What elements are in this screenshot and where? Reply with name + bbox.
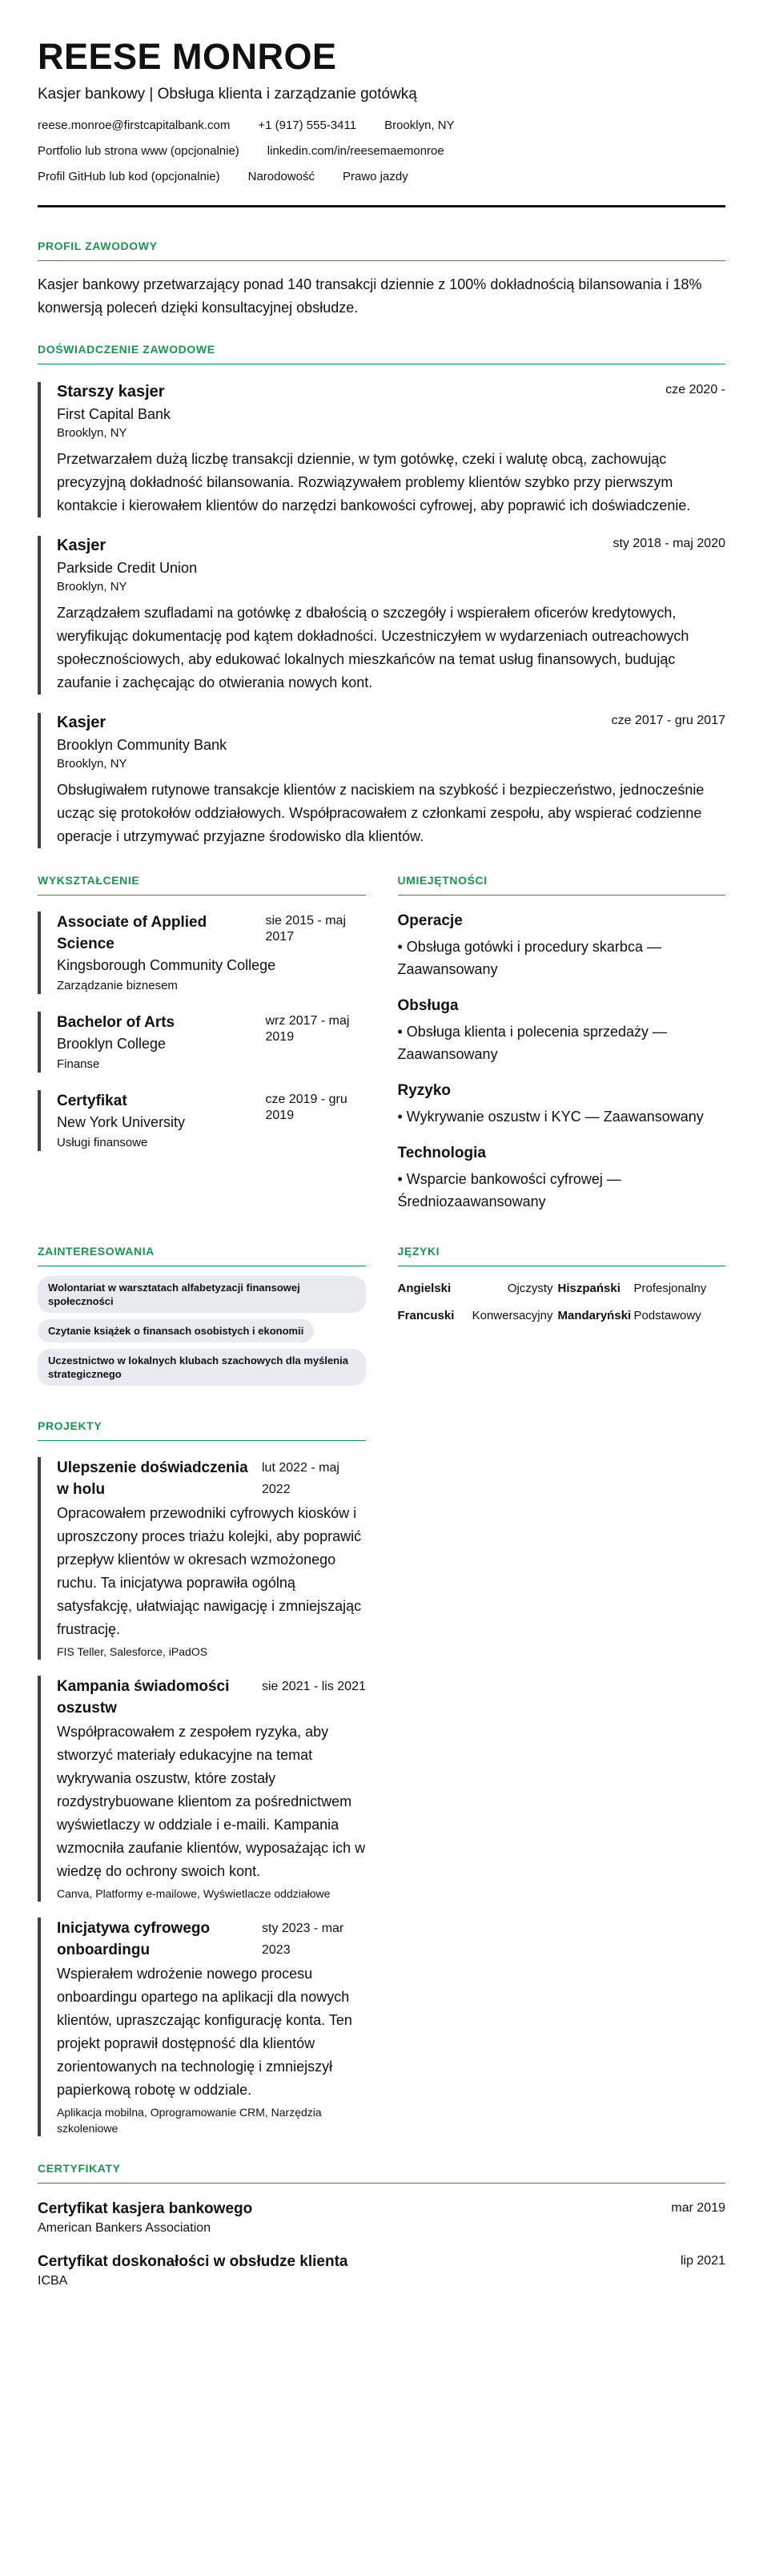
certification-item: [38, 2200, 725, 2236]
job-location: Brooklyn, NY: [57, 757, 127, 771]
project-dates: lut 2022 - maj 2022: [262, 1461, 339, 1496]
certification-date: mar 2019: [671, 2201, 725, 2215]
project-description: Wspierałem wdrożenie nowego procesu onboardingu opartego na aplikacji dla nowych klientów, upraszczając konfigurację konta. Ten projekt poprawił dostępność dla klientów zorientowanych na technologię i zmniejszył papierkową robotę w oddziale.: [57, 1966, 352, 2098]
section-title-profile: PROFIL ZAWODOWY: [38, 239, 158, 252]
contact-row-2: [38, 144, 725, 159]
contact-email[interactable]: reese.monroe@firstcapitalbank.com: [38, 119, 231, 132]
certification-name: Certyfikat kasjera bankowego: [38, 2200, 253, 2217]
project-item: [38, 1918, 366, 2136]
contact-license: Prawo jazdy: [343, 170, 408, 183]
contact-row-3: [38, 170, 725, 184]
experience-item: [38, 536, 725, 694]
language-row: [398, 1308, 726, 1324]
project-title: Ulepszenie doświadczenia w holu: [57, 1459, 248, 1498]
project-item: [38, 1457, 366, 1660]
project-description: Opracowałem przewodniki cyfrowych kiosków i uproszczony proces triażu kolejki, aby poprawić przepływ klientów w okresach wzmożonego ruchu. Ta inicjatywa poprawiła ogólną satysfakcję, ułatwiając nawigację i zmniejszając frustrację.: [57, 1505, 362, 1637]
languages-section: [398, 1245, 726, 1386]
skill-category: Technologia: [397, 1145, 486, 1161]
language-level: Profesjonalny: [633, 1282, 707, 1295]
certification-issuer: American Bankers Association: [38, 2221, 211, 2235]
skill-group: [398, 912, 726, 980]
education-field: Zarządzanie biznesem: [57, 979, 178, 992]
project-dates: sie 2021 - lis 2021: [262, 1680, 366, 1693]
education-field: Finanse: [57, 1057, 100, 1071]
education-item: [38, 1090, 366, 1151]
section-title-certifications: CERTYFIKATY: [38, 2162, 121, 2175]
language-name: Hiszpański: [557, 1282, 620, 1295]
contact-phone[interactable]: +1 (917) 555-3411: [258, 119, 357, 132]
resume-header: [38, 36, 725, 207]
section-divider: [398, 895, 726, 896]
education-dates: cze 2019 - gru 2019: [265, 1093, 347, 1122]
job-location: Brooklyn, NY: [57, 426, 127, 440]
language-level: Konwersacyjny: [472, 1309, 553, 1322]
language-level: Ojczysty: [507, 1282, 553, 1295]
skill-category: Ryzyko: [397, 1082, 452, 1099]
candidate-name: REESE MONROE: [38, 36, 337, 77]
skill-group: [398, 996, 726, 1065]
language-name: Angielski: [397, 1282, 452, 1295]
education-degree: Bachelor of Arts: [57, 1014, 175, 1031]
job-title: Kasjer: [57, 714, 106, 731]
projects-section: [38, 1419, 366, 2136]
project-title: Kampania świadomości oszustw: [57, 1678, 230, 1717]
section-title-interests: ZAINTERESOWANIA: [38, 1245, 155, 1258]
skill-item: • Obsługa klienta i polecenia sprzedaży — Zaawansowany: [397, 1024, 667, 1062]
profile-section: [38, 239, 725, 320]
contact-row-1: [38, 119, 725, 133]
contact-portfolio[interactable]: Portfolio lub strona www (opcjonalnie): [38, 144, 239, 158]
language-name: Mandaryński: [557, 1309, 632, 1322]
job-dates: sty 2018 - maj 2020: [612, 537, 725, 550]
interests-list: [38, 1276, 366, 1386]
section-divider: [38, 260, 725, 261]
contact-github[interactable]: Profil GitHub lub kod (opcjonalnie): [38, 170, 220, 183]
section-title-projects: PROJEKTY: [38, 1419, 102, 1432]
certification-name: Certyfikat doskonałości w obsłudze klienta: [38, 2253, 348, 2270]
education-dates: wrz 2017 - maj 2019: [265, 1014, 350, 1044]
section-title-languages: JĘZYKI: [397, 1245, 440, 1258]
section-title-education: WYKSZTAŁCENIE: [38, 874, 140, 887]
skill-group: [398, 1081, 726, 1128]
interest-tag: Wolontariat w warsztatach alfabetyzacji finansowej społeczności: [38, 1276, 366, 1313]
education-school: Brooklyn College: [57, 1036, 167, 1052]
job-company: First Capital Bank: [57, 406, 171, 422]
job-dates: cze 2020 -: [665, 383, 725, 396]
experience-item: [38, 713, 725, 848]
education-field: Usługi finansowe: [57, 1136, 148, 1149]
certification-date: lip 2021: [680, 2254, 725, 2268]
section-divider: [38, 1440, 366, 1441]
project-description: Współpracowałem z zespołem ryzyka, aby stworzyć materiały edukacyjne na temat wykrywania oszustw, które zostały rozdystrybuowane klientom za pośrednictwem wyświetlaczy w oddziale i e-maili. Kampania wzmocniła zaufanie klientów, wyposażając ich w wiedzę do ochrony swoich kont.: [57, 1724, 366, 1879]
skill-item: • Obsługa gotówki i procedury skarbca — Zaawansowany: [397, 939, 661, 977]
certification-issuer: ICBA: [38, 2274, 68, 2288]
skill-category: Operacje: [397, 912, 463, 929]
certification-item: [38, 2252, 725, 2289]
section-title-experience: DOŚWIADCZENIE ZAWODOWE: [38, 343, 215, 356]
skills-section: [398, 874, 726, 1213]
certifications-section: [38, 2162, 725, 2289]
education-item: [38, 912, 366, 994]
language-row: [398, 1281, 726, 1297]
education-skills-row: [38, 874, 725, 1213]
interest-tag: Czytanie książek o finansach osobistych i ekonomii: [38, 1319, 314, 1342]
language-level: Podstawowy: [633, 1309, 701, 1322]
project-tech: FIS Teller, Salesforce, iPadOS: [57, 1645, 208, 1658]
skill-category: Obsługa: [397, 997, 459, 1014]
job-company: Parkside Credit Union: [57, 560, 198, 576]
education-dates: sie 2015 - maj 2017: [265, 914, 346, 944]
contact-linkedin[interactable]: linkedin.com/in/reesemaemonroe: [267, 144, 444, 158]
job-title: Kasjer: [57, 537, 106, 554]
section-divider: [38, 2183, 725, 2184]
interests-section: [38, 1245, 366, 1386]
experience-section: [38, 343, 725, 848]
education-school: New York University: [57, 1114, 186, 1130]
section-title-skills: UMIEJĘTNOŚCI: [397, 874, 488, 887]
job-dates: cze 2017 - gru 2017: [611, 714, 725, 727]
job-description: Zarządzałem szufladami na gotówkę z dbałością o szczegóły i wspierałem oficerów kredytowych, weryfikując dokumentację pod kątem dokładności. Uczestniczyłem w wydarzeniach outreachowych społecznościowych, aby edukować lokalnych mieszkańców na temat usług finansowych, budując zaufanie i zachęcając do otwierania nowych kont.: [57, 605, 689, 690]
interests-languages-row: [38, 1245, 725, 1386]
skill-item: • Wsparcie bankowości cyfrowej — Średniozaawansowany: [397, 1171, 621, 1210]
profile-summary: Kasjer bankowy przetwarzający ponad 140 transakcji dziennie z 100% dokładnością bilansowania i 18% konwersją poleceń dzięki konsultacyjnej obsłudze.: [38, 276, 702, 316]
contact-nationality: Narodowość: [247, 170, 315, 183]
job-title: Starszy kasjer: [57, 383, 165, 400]
contact-location: Brooklyn, NY: [384, 119, 455, 132]
header-divider: [38, 205, 725, 207]
job-description: Przetwarzałem dużą liczbę transakcji dziennie, w tym gotówkę, czeki i walutę obcą, zachowując precyzyjną dokładność bilansowania. Rozwiązywałem problemy klientów szybko przy pierwszym kontakcie i kierowałem klientów do narzędzi bankowości cyfrowej, aby poprawić ich doświadczenie.: [57, 451, 691, 513]
skill-group: [398, 1144, 726, 1213]
project-dates: sty 2023 - mar 2023: [262, 1922, 344, 1957]
job-company: Brooklyn Community Bank: [57, 737, 227, 753]
job-description: Obsługiwałem rutynowe transakcje klientów z naciskiem na szybkość i bezpieczeństwo, jednocześnie ucząc się protokołów oddziałowych. Współpracowałem z członkami zespołu, aby wspierać codzienne operacje i utrzymywać przyjazne środowisko dla klientów.: [57, 782, 705, 844]
project-item: [38, 1676, 366, 1902]
interest-tag: Uczestnictwo w lokalnych klubach szachowych dla myślenia strategicznego: [38, 1349, 366, 1386]
experience-item: [38, 382, 725, 517]
education-degree: Associate of Applied Science: [57, 914, 207, 952]
education-item: [38, 1012, 366, 1073]
project-tech: Aplikacja mobilna, Oprogramowanie CRM, Narzędzia szkoleniowe: [57, 2106, 322, 2135]
job-location: Brooklyn, NY: [57, 580, 127, 594]
section-divider: [38, 895, 366, 896]
candidate-headline: Kasjer bankowy | Obsługa klienta i zarządzanie gotówką: [38, 86, 417, 103]
education-degree: Certyfikat: [57, 1093, 127, 1109]
project-title: Inicjatywa cyfrowego onboardingu: [57, 1920, 211, 1958]
project-tech: Canva, Platformy e-mailowe, Wyświetlacze oddziałowe: [57, 1887, 331, 1900]
education-section: [38, 874, 366, 1213]
education-school: Kingsborough Community College: [57, 957, 276, 973]
skill-item: • Wykrywanie oszustw i KYC — Zaawansowany: [397, 1109, 704, 1125]
language-name: Francuski: [397, 1309, 455, 1322]
